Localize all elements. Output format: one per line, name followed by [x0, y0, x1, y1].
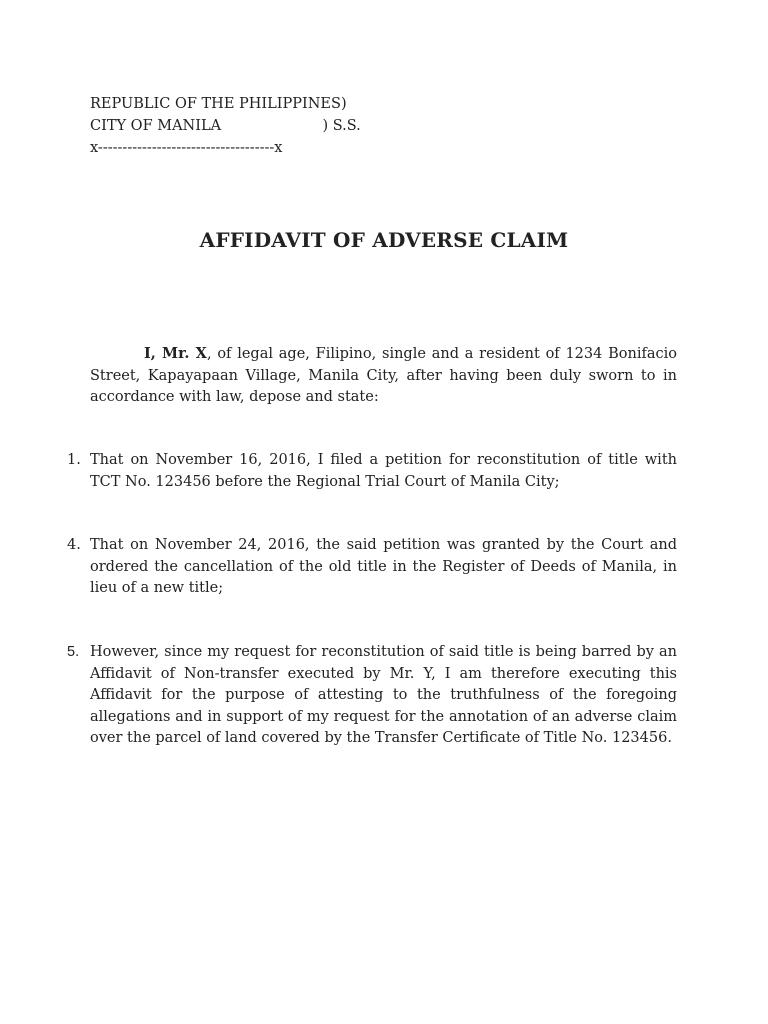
document-title: AFFIDAVIT OF ADVERSE CLAIM	[199, 228, 569, 252]
item-number: 1.	[67, 452, 81, 468]
affiant-name: I, Mr. X	[144, 345, 207, 362]
item-text: However, since my request for reconstitution of said title is being barred by an Affidavit of Non-transfer executed by Mr. Y, I am therefore executing this Affidavit for the purpose of attesting to the truthfulness of the foregoing allegations and in support of my request for the annotation of an adverse claim over the parcel of land covered by the Transfer Certificate of Title No. 123456.	[90, 644, 677, 746]
caption-divider: x------------------------------------x	[90, 140, 283, 156]
list-item	[67, 535, 677, 600]
item-number: 4.	[67, 537, 81, 553]
list-item	[67, 450, 677, 493]
item-text: That on November 16, 2016, I filed a petition for reconstitution of title with TCT No. 123456 before the Regional Trial Court of Manila City;	[90, 452, 677, 490]
intro-paragraph	[90, 343, 677, 409]
caption-city: CITY OF MANILA ) S.S.	[90, 118, 361, 134]
list-item	[67, 642, 677, 750]
item-text: That on November 24, 2016, the said petition was granted by the Court and ordered the cancellation of the old title in the Register of Deeds of Manila, in lieu of a new title;	[90, 537, 677, 596]
intro-text: , of legal age, Filipino, single and a resident of 1234 Bonifacio Street, Kapayapaan Village, Manila City, after having been duly sworn to in accordance with law, depose and state:	[90, 346, 677, 405]
caption-republic: REPUBLIC OF THE PHILIPPINES)	[90, 96, 347, 112]
item-number: 5.	[67, 644, 80, 660]
